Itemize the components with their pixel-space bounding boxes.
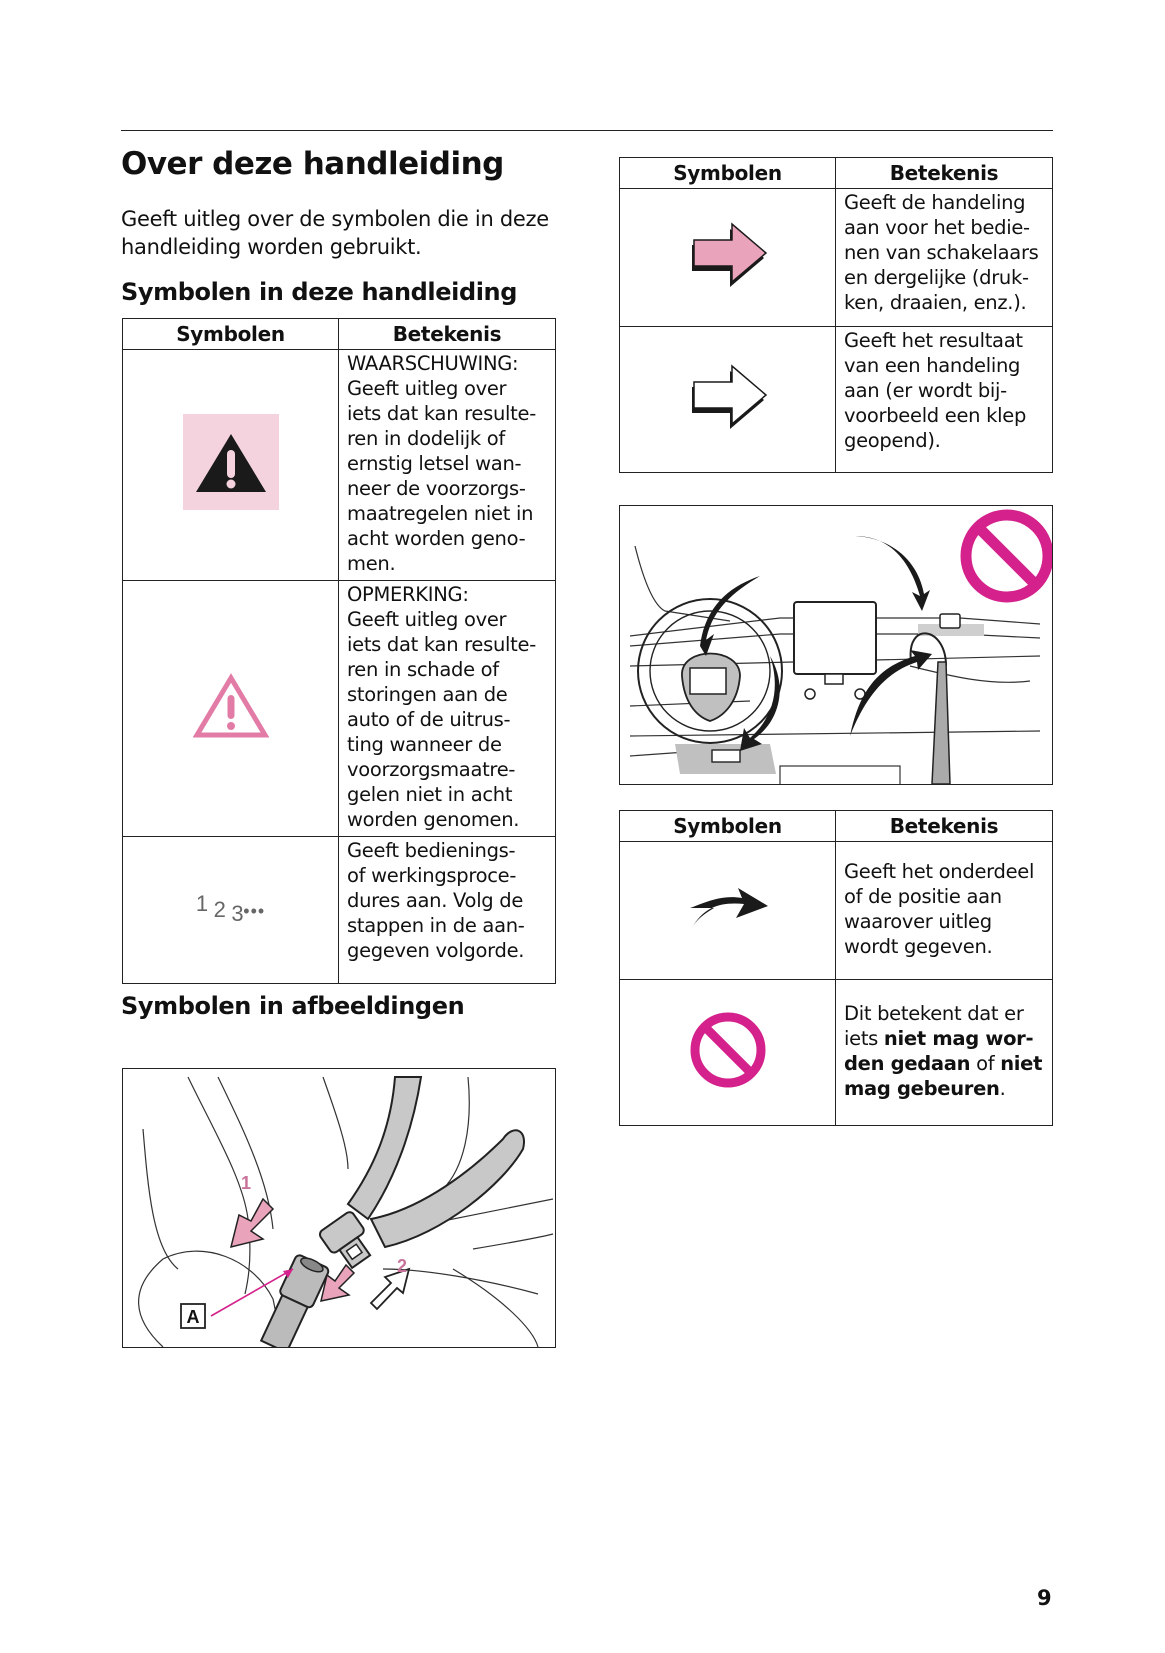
text-line: gegeven volgorde. — [347, 939, 525, 962]
meaning-cell — [836, 189, 1053, 327]
meaning-cell — [836, 327, 1053, 473]
meaning-cell — [339, 350, 556, 581]
pointer-arrow — [855, 536, 930, 611]
text-line: of de positie aan — [844, 885, 1002, 908]
text-line: neer de voorzorgs- — [347, 477, 526, 500]
meaning-cell — [836, 980, 1053, 1126]
text-line: Geeft het resultaat — [844, 329, 1023, 352]
warning-label: WAARSCHUWING: — [347, 352, 519, 375]
text-line — [844, 1076, 1046, 1101]
symbol-cell — [620, 842, 836, 980]
action-arrow-pink-icon — [688, 222, 768, 288]
table-header-row — [620, 158, 1053, 189]
text-line: Geeft het onderdeel — [844, 860, 1035, 883]
text-line: Geeft uitleg over — [347, 377, 507, 400]
symbol-cell — [620, 327, 836, 473]
text-line — [844, 1026, 1046, 1051]
text-line: ren in schade of — [347, 658, 499, 681]
text-line: acht worden geno- — [347, 527, 526, 550]
emphasis-text: niet — [1000, 1052, 1043, 1075]
text-line: ren in dodelijk of — [347, 427, 505, 450]
text-line: waarover uitleg — [844, 910, 992, 933]
text-line: aan (er wordt bij- — [844, 379, 1007, 402]
top-divider — [121, 130, 1053, 131]
text-line: gelen niet in acht — [347, 783, 513, 806]
ellipsis: ••• — [243, 900, 266, 921]
text-line: iets dat kan resulte- — [347, 402, 536, 425]
page-title: Over deze handleiding — [121, 146, 504, 182]
text-line: nen van schakelaars — [844, 241, 1039, 264]
text-line: ken, draaien, enz.). — [844, 291, 1027, 314]
step2-label: 2 — [397, 1256, 408, 1276]
symbol-cell — [123, 581, 339, 837]
text-line: voorbeeld een klep — [844, 404, 1027, 427]
table-row — [620, 327, 1053, 473]
text-line: men. — [347, 552, 396, 575]
caution-triangle-outline-icon — [193, 673, 269, 739]
emphasis-text: mag gebeuren — [844, 1077, 1000, 1100]
text-line: Geeft bedienings- — [347, 839, 516, 862]
meaning-cell — [339, 837, 556, 984]
text-line: stappen in de aan- — [347, 914, 525, 937]
text-line: voorzorgsmaatre- — [347, 758, 516, 781]
meaning-cell — [836, 842, 1053, 980]
text-line: ernstig letsel wan- — [347, 452, 522, 475]
symbol-cell — [620, 980, 836, 1126]
center-display — [794, 602, 876, 674]
seatbelt-illustration — [122, 1068, 556, 1348]
emphasis-text: den gedaan — [844, 1052, 971, 1075]
column-header-symbols: Symbolen — [123, 319, 339, 350]
table-row — [123, 837, 556, 984]
table-row — [620, 842, 1053, 980]
column-header-symbols: Symbolen — [620, 158, 836, 189]
table-row — [620, 189, 1053, 327]
action-symbols-table — [619, 157, 1053, 473]
symbol-cell — [123, 350, 339, 581]
text-line: wordt gegeven. — [844, 935, 993, 958]
text-line: aan voor het bedie- — [844, 216, 1030, 239]
step-number-3: 3 — [231, 900, 244, 926]
text-line: ting wanneer de — [347, 733, 502, 756]
step1-arrow — [231, 1199, 273, 1247]
table-header-row — [620, 811, 1053, 842]
table-row — [123, 350, 556, 581]
text-line: en dergelijke (druk- — [844, 266, 1029, 289]
result-arrow-white-icon — [688, 364, 768, 430]
text-line: van een handeling — [844, 354, 1021, 377]
illustration-symbols-table — [619, 810, 1053, 1126]
text-segment: of — [970, 1052, 1001, 1075]
step-number-2: 2 — [213, 896, 226, 922]
prohibited-icon — [966, 515, 1048, 597]
text-line: auto of de uitrus- — [347, 708, 511, 731]
column-header-symbols: Symbolen — [620, 811, 836, 842]
text-line — [844, 1051, 1046, 1076]
text-line: worden genomen. — [347, 808, 520, 831]
dashboard-drawing — [620, 506, 1052, 784]
text-line: maatregelen niet in — [347, 502, 534, 525]
text-line: Geeft de handeling — [844, 191, 1026, 214]
pointer-curved-arrow-icon — [686, 884, 770, 932]
caution-label: OPMERKING: — [347, 583, 469, 606]
table-row — [123, 581, 556, 837]
text-line — [844, 1001, 1046, 1026]
section-heading-illustration-symbols: Symbolen in afbeeldingen — [121, 992, 465, 1020]
column-header-meaning: Betekenis — [836, 158, 1053, 189]
symbol-cell — [123, 837, 339, 984]
callout-label-a: A — [186, 1307, 200, 1327]
text-line: storingen aan de — [347, 683, 508, 706]
umbrella — [932, 662, 950, 784]
symbol-cell — [620, 189, 836, 327]
prohibited-icon — [688, 1010, 768, 1090]
text-line: of werkingsproce- — [347, 864, 517, 887]
section-heading-manual-symbols: Symbolen in deze handleiding — [121, 278, 518, 306]
pointer-arrow — [694, 576, 760, 656]
table-header-row — [123, 319, 556, 350]
text-line: iets dat kan resulte- — [347, 633, 536, 656]
intro-text: Geeft uitleg over de symbolen die in deze handleiding worden gebruikt. — [121, 207, 549, 259]
text-line: geopend). — [844, 429, 941, 452]
text-segment: . — [999, 1077, 1006, 1100]
text-segment: Dit betekent dat er — [844, 1002, 1024, 1025]
column-header-meaning: Betekenis — [339, 319, 556, 350]
step1-label: 1 — [241, 1173, 252, 1193]
page-number: 9 — [1037, 1586, 1052, 1610]
text-segment: iets — [844, 1027, 884, 1050]
emphasis-text: niet mag wor- — [883, 1027, 1034, 1050]
step-numbers-icon — [195, 890, 266, 926]
step-number-1: 1 — [195, 890, 208, 916]
meaning-cell — [339, 581, 556, 837]
warning-triangle-filled-icon — [183, 414, 279, 510]
seatbelt-drawing — [123, 1069, 555, 1347]
text-line: Geeft uitleg over — [347, 608, 507, 631]
airbag-label — [690, 668, 726, 694]
text-line: dures aan. Volg de — [347, 889, 524, 912]
manual-symbols-table — [122, 318, 556, 984]
column-header-meaning: Betekenis — [836, 811, 1053, 842]
dashboard-illustration — [619, 505, 1053, 785]
table-row — [620, 980, 1053, 1126]
